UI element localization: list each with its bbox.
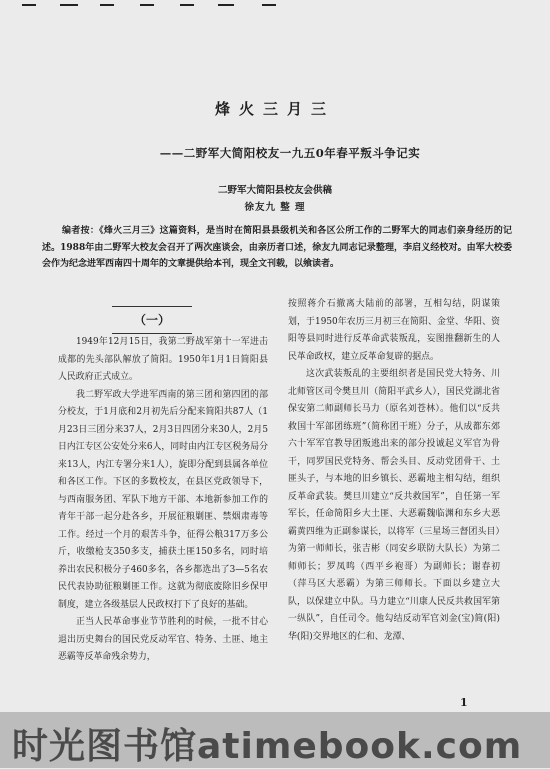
watermark-banner <box>0 712 550 768</box>
editor-line: 徐友九 整 理 <box>244 202 306 213</box>
paragraph: 1949年12月15日，我第二野战军第十一军进击成都的先头部队解放了简阳。1950年1月1日简阳县人民政府正式成立。 <box>58 337 268 382</box>
section-heading: （一） <box>112 306 192 334</box>
left-column <box>58 334 268 667</box>
editor-note: 编者按：《烽火三月三》这篇资料，是当时在简阳县县级机关和各区公所工作的二野军大的同志们亲身经历的记述。1988年由二野军大校友会召开了两次座谈会，由亲历者口述，徐友九同志记录整理，李启义经校对。由军大校委会作为纪念进军西南四十周年的文章提供给本刊，现全文刊载，以飨读者。 <box>42 226 512 270</box>
scan-top-edge-marks <box>0 0 550 14</box>
right-column <box>288 296 500 646</box>
article-subtitle: ——二野军大简阳校友一九五0年春平叛斗争记实 <box>159 146 421 160</box>
page-number: 1 <box>460 696 468 709</box>
paragraph: 按照蒋介石撤离大陆前的部署，互相勾结，阴谋策划，于1950年农历三月初三在简阳、金堂、华阳、资阳等县同时进行反革命武装叛乱，妄图推翻新生的人民革命政权，建立反革命复辟的据点。 <box>288 299 500 362</box>
paragraph: 正当人民革命事业节节胜利的时候，一批不甘心退出历史舞台的国民党反动军官、特务、土匪、地主恶霸等反革命残余势力， <box>58 617 268 662</box>
contributor-line: 二野军大简阳县校友会供稿 <box>217 185 332 196</box>
article-title: 烽火三月三 <box>214 100 335 118</box>
paragraph: 我二野军政大学进军西南的第三团和第四团的部分校友，于1月底和2月初先后分配来简阳共87人（1月23日三团分来37人，2月3日四团分来30人，2月5日内江专区公安处分来6人，同时由内江专区税务局分来13人，内江专署分来1人），旋即分配到县属各单位和各区工作。下区的多数校友，在县区党政领导下，与西南服务团、军队下地方干部、本地新参加工作的青年干部一起分赴各乡，开展征粮剿匪、禁烟肃毒等工作。经过一个月的艰苦斗争，征得公粮317万多公斤，收缴枪支350多支，捕获土匪150多名，同时培养出农民积极分子460多名，各乡都选出了3—5名农民代表协助征粮剿匪工作。这就为彻底废除旧乡保甲制度，建立各级基层人民政权打下了良好的基础。 <box>58 389 268 610</box>
watermark-text: 时光图书馆atimebook.com <box>12 726 523 767</box>
paragraph: 这次武装叛乱的主要组织者是国民党大特务、川北师管区司令樊旦川（简阳平武乡人），国民党湖北省保安第二师副师长马力（原名刘苍林）。他们以“反共救国十军部团练班”（简称团干班）分子，从成都东郊六十军军官教导团叛逃出来的部分投诚起义军官为骨干，同罗国民党特务、帮会头目、反动党团骨干、土匪头子，与本地的旧乡镇长、恶霸地主相勾结，组织反革命武装。樊旦川建立“反共救国军”，自任第一军军长，任命简阳乡大土匪、大恶霸魏临渊和东乡大恶霸黄四维为正副参谋长，以将军（三星场三督团头目）为第一师师长，张吉彬（同安乡联防大队长）为第二师师长；罗凤鸣（西平乡袍哥）为副师长；谢春初（萍马区大恶霸）为第三师师长。下面以乡建立大队，以保建立中队。马力建立“川康人民反共救国军第一纵队”，自任司令。他勾结反动军官刘金(宝)简(阳)华(阳)交界地区的仁和、龙潭、 <box>288 369 500 642</box>
